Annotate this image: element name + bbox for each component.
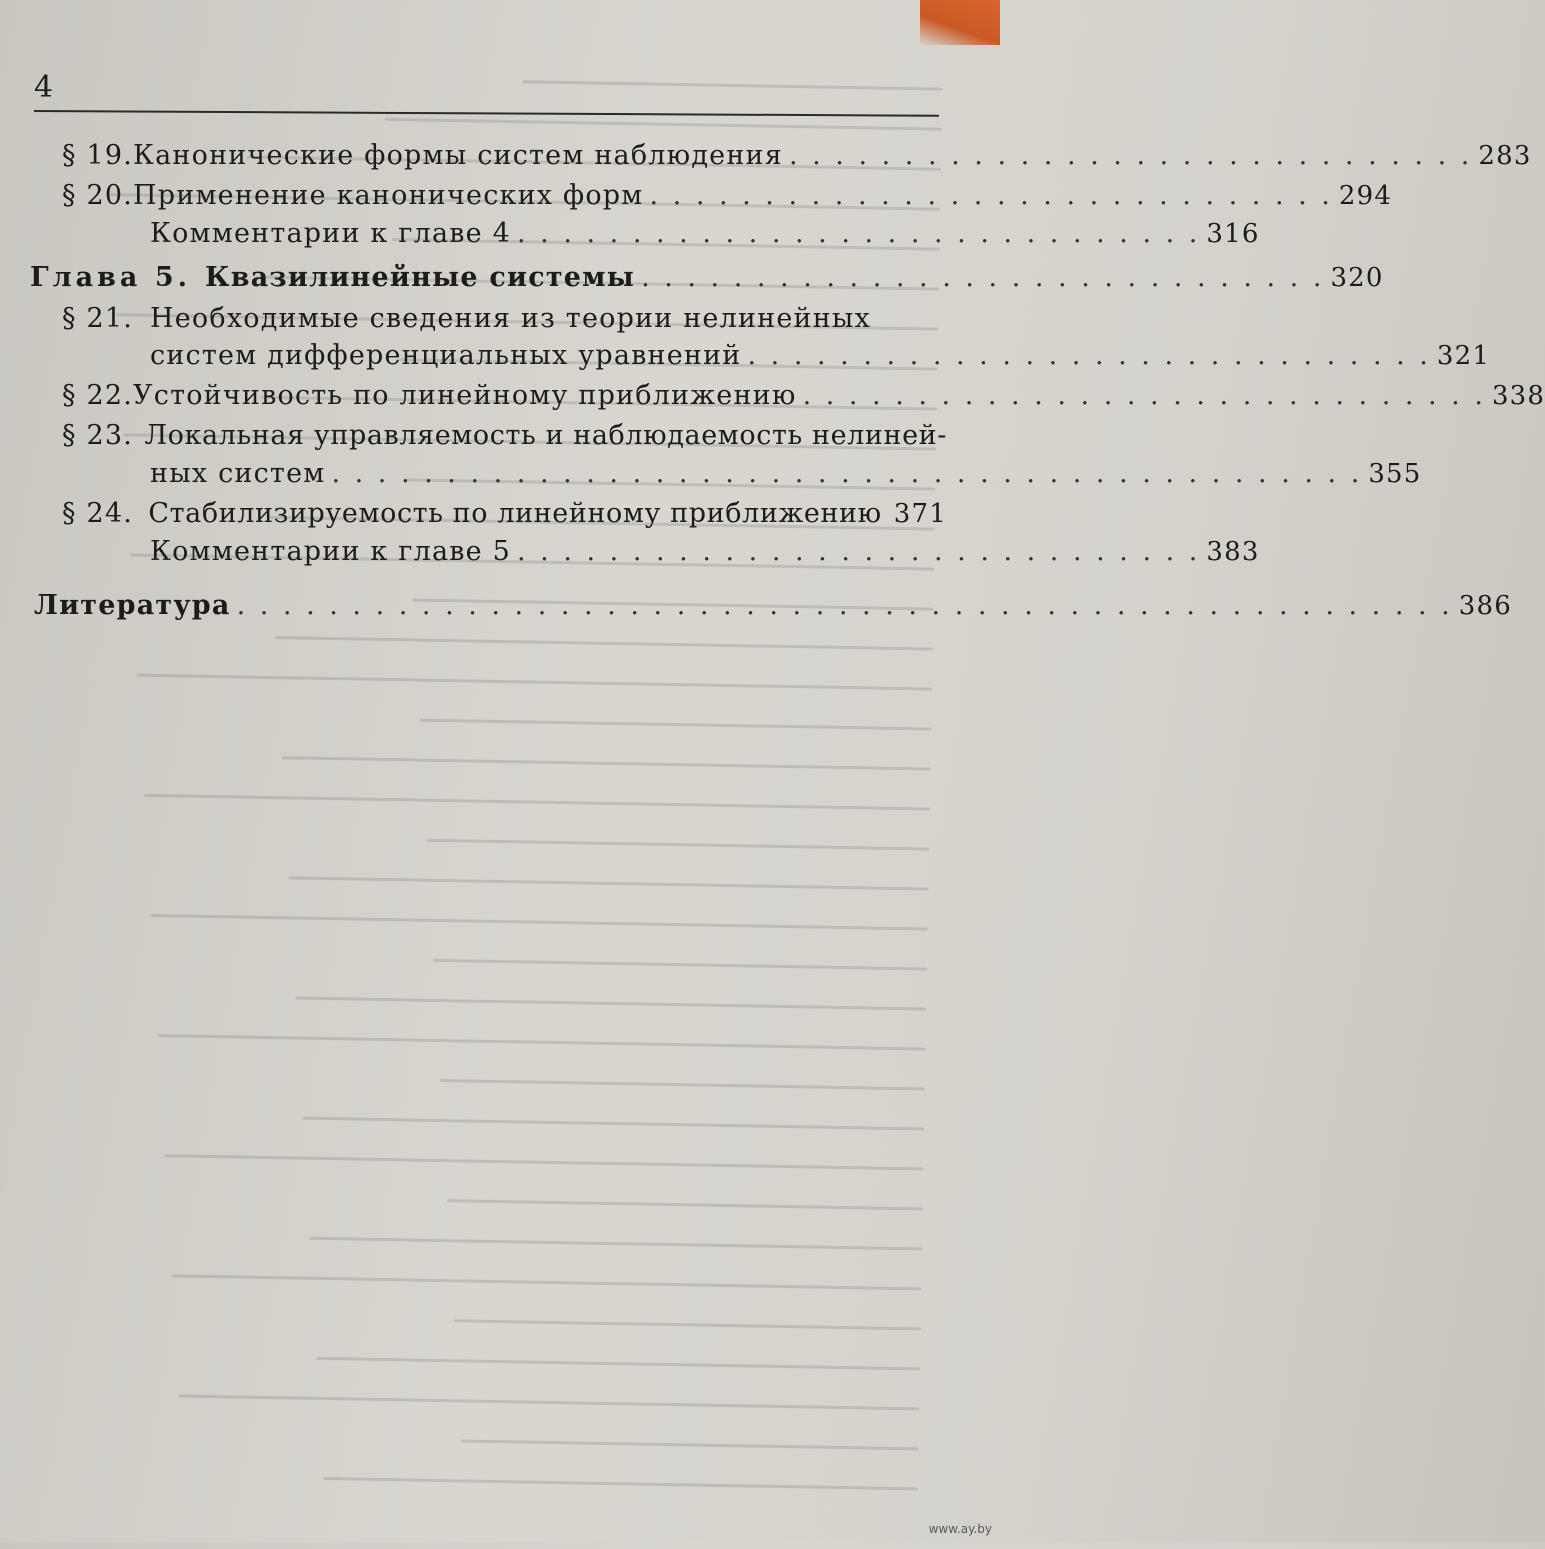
toc-number: § 20. xyxy=(62,180,134,211)
toc-title: Литература xyxy=(34,590,231,621)
bleed-through-line xyxy=(433,959,927,971)
toc-number: § 23. xyxy=(62,420,134,451)
toc-title: ных систем xyxy=(150,458,326,489)
bleed-through-line xyxy=(316,1357,920,1371)
bleed-through-line xyxy=(295,996,926,1010)
toc-title: Необходимые сведения из теории нелинейных xyxy=(150,303,872,334)
toc-chapter-number: Глава 5. xyxy=(30,262,192,293)
bleed-through-line xyxy=(151,914,928,931)
toc-title: Применение канонических форм xyxy=(133,180,644,211)
toc-page: 371 xyxy=(893,499,947,529)
toc-leader: . . . . . . . . . . . . . . . . . . . . . . . . . . . . . . xyxy=(517,536,1201,567)
watermark: www.ay.by xyxy=(928,1522,992,1536)
toc-leader: . . . . . . . . . . . . . . . . . . . . . . . . . . . . . . xyxy=(747,340,1431,371)
toc-number: § 19. xyxy=(62,140,134,171)
bleed-through-line xyxy=(309,1237,922,1251)
bleed-through-line xyxy=(144,794,930,811)
toc-page: 294 xyxy=(1338,181,1393,211)
toc-number: § 21. xyxy=(62,303,134,334)
toc-chapter-row xyxy=(30,262,1384,293)
toc-title: Комментарии к главе 4 xyxy=(150,218,512,249)
toc-chapter-row xyxy=(34,590,1512,621)
toc-page: 316 xyxy=(1206,219,1260,249)
toc-row xyxy=(150,536,1260,567)
toc-title: Устойчивость по линейному приближению xyxy=(133,380,797,411)
toc-leader: . . . . . . . . . . . . . . . . . . . . . . . . . . . . . . . . . . . . . . . . . . . . . xyxy=(331,458,1363,489)
toc-row xyxy=(150,340,1491,371)
toc-title: Стабилизируемость по линейному приближению xyxy=(148,498,882,529)
bleed-through-line xyxy=(282,756,931,770)
bleed-through-line xyxy=(426,839,929,851)
toc-row xyxy=(62,380,1545,411)
bleed-through-line xyxy=(158,1034,926,1050)
bleed-through-line xyxy=(419,719,931,731)
toc-page: 283 xyxy=(1478,141,1532,171)
toc-leader: . . . . . . . . . . . . . . . . . . . . . . . . . . . . . . xyxy=(641,262,1325,293)
toc-title: Квазилинейные системы xyxy=(205,262,636,293)
toc-page: 355 xyxy=(1368,459,1422,489)
toc-title: Комментарии к главе 5 xyxy=(150,536,512,567)
bleed-through-line xyxy=(440,1079,925,1090)
toc-page: 383 xyxy=(1206,537,1260,567)
toc-leader: . . . . . . . . . . . . . . . . . . . . . . . . . . . . . . xyxy=(649,180,1333,211)
bleed-through-line xyxy=(137,674,932,691)
bleed-through-line xyxy=(172,1274,922,1290)
toc-page: 321 xyxy=(1436,341,1491,371)
toc-title: систем дифференциальных уравнений xyxy=(150,340,742,371)
table-of-contents xyxy=(0,0,1545,650)
toc-page: 386 xyxy=(1458,591,1512,621)
toc-page: 320 xyxy=(1330,263,1384,293)
bleed-through-line xyxy=(302,1117,924,1131)
bleed-through-line xyxy=(179,1394,920,1410)
bleed-through-line xyxy=(447,1199,923,1210)
bleed-through-line xyxy=(454,1319,921,1330)
bleed-through-line xyxy=(323,1477,918,1490)
toc-row xyxy=(150,458,1422,489)
toc-row xyxy=(62,498,947,529)
bleed-through-line xyxy=(165,1154,924,1170)
toc-title: Локальная управляемость и наблюдаемость нелиней- xyxy=(144,420,947,451)
toc-leader: . . . . . . . . . . . . . . . . . . . . . . . . . . . . . . xyxy=(517,218,1201,249)
toc-title: Канонические формы систем наблюдения xyxy=(133,140,783,171)
toc-leader: . . . . . . . . . . . . . . . . . . . . . . . . . . . . . . . . . . . . . . . . . . . . . . . . . . . . . xyxy=(236,590,1453,621)
toc-leader: . . . . . . . . . . . . . . . . . . . . . . . . . . . . . . xyxy=(788,140,1473,171)
bleed-through-line xyxy=(461,1439,919,1450)
toc-row xyxy=(150,218,1260,249)
toc-row xyxy=(62,140,1532,171)
toc-row xyxy=(62,420,947,451)
toc-number: § 24. xyxy=(62,498,134,529)
toc-number: § 22. xyxy=(62,380,134,411)
toc-row xyxy=(62,180,1393,211)
page-number: 4 xyxy=(34,70,54,105)
bleed-through-line xyxy=(289,876,929,890)
toc-row xyxy=(62,303,942,334)
toc-page: 338 xyxy=(1491,381,1545,411)
toc-leader: . . . . . . . . . . . . . . . . . . . . . . . . . . . . . . xyxy=(802,380,1486,411)
